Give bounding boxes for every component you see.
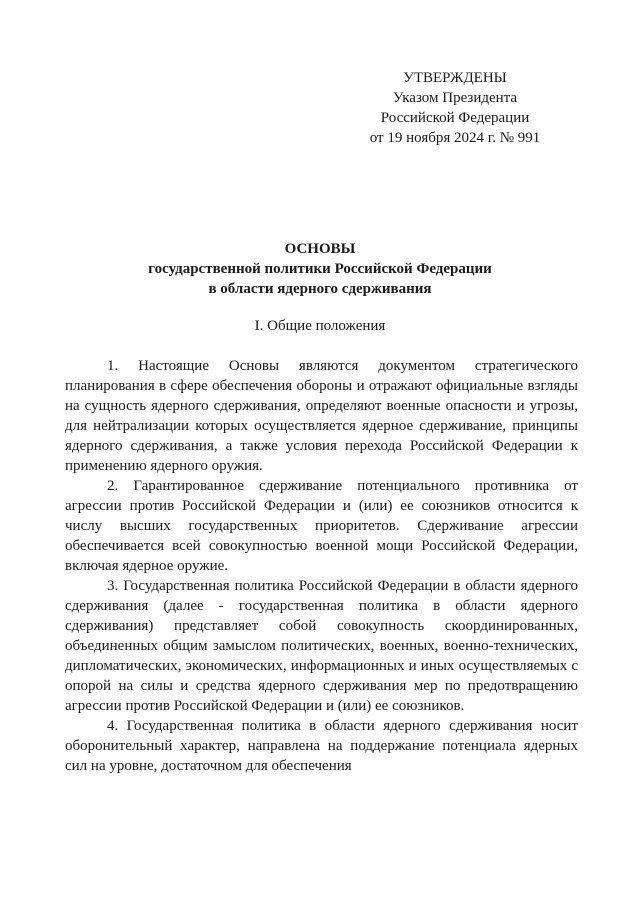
paragraph-4: 4. Государственная политика в области ядерного сдерживания носит оборонительный характер, направлена на поддержание потенциала ядерных сил на уровне, достаточном для обеспечения — [65, 718, 578, 774]
document-title — [0, 239, 640, 299]
approval-line-federation: Российской Федерации — [380, 110, 530, 126]
approval-block — [343, 68, 567, 148]
title-line-3: в области ядерного сдерживания — [208, 281, 432, 297]
title-line-2: государственной политики Российской Федерации — [148, 261, 492, 277]
approval-line-approved: УТВЕРЖДЕНЫ — [403, 70, 507, 86]
title-line-1: ОСНОВЫ — [284, 241, 356, 257]
paragraph-1: 1. Настоящие Основы являются документом стратегического планирования в сфере обеспечения обороны и отражают официальные взгляды на сущность ядерного сдерживания, определяют военные опасности и угрозы, для нейтрализации которых осуществляется ядерное сдерживание, принципы ядерного сдерживания, а также условия перехода Российской Федерации к применению ядерного оружия. — [65, 358, 578, 474]
section-heading: I. Общие положения — [254, 318, 386, 334]
paragraph-3: 3. Государственная политика Российской Федерации в области ядерного сдерживания (далее - государственная политика в области ядерного сдерживания) представляет собой совокупность скоординированных, объединенных общим замыслом политических, военных, военно-технических, дипломатических, экономических, информационных и иных осуществляемых с опорой на силы и средства ядерного сдерживания мер по предотвращению агрессии против Российской Федерации и (или) ее союзников. — [65, 578, 578, 714]
body-text — [65, 356, 578, 776]
paragraph-2: 2. Гарантированное сдерживание потенциального противника от агрессии против Российской Федерации и (или) ее союзников относится к числу высших государственных приоритетов. Сдерживание агрессии обеспечивается всей совокупностью военной мощи Российской Федерации, включая ядерное оружие. — [65, 478, 578, 574]
approval-line-decree: Указом Президента — [392, 90, 518, 106]
approval-line-date-number: от 19 ноября 2024 г. № 991 — [369, 130, 541, 146]
